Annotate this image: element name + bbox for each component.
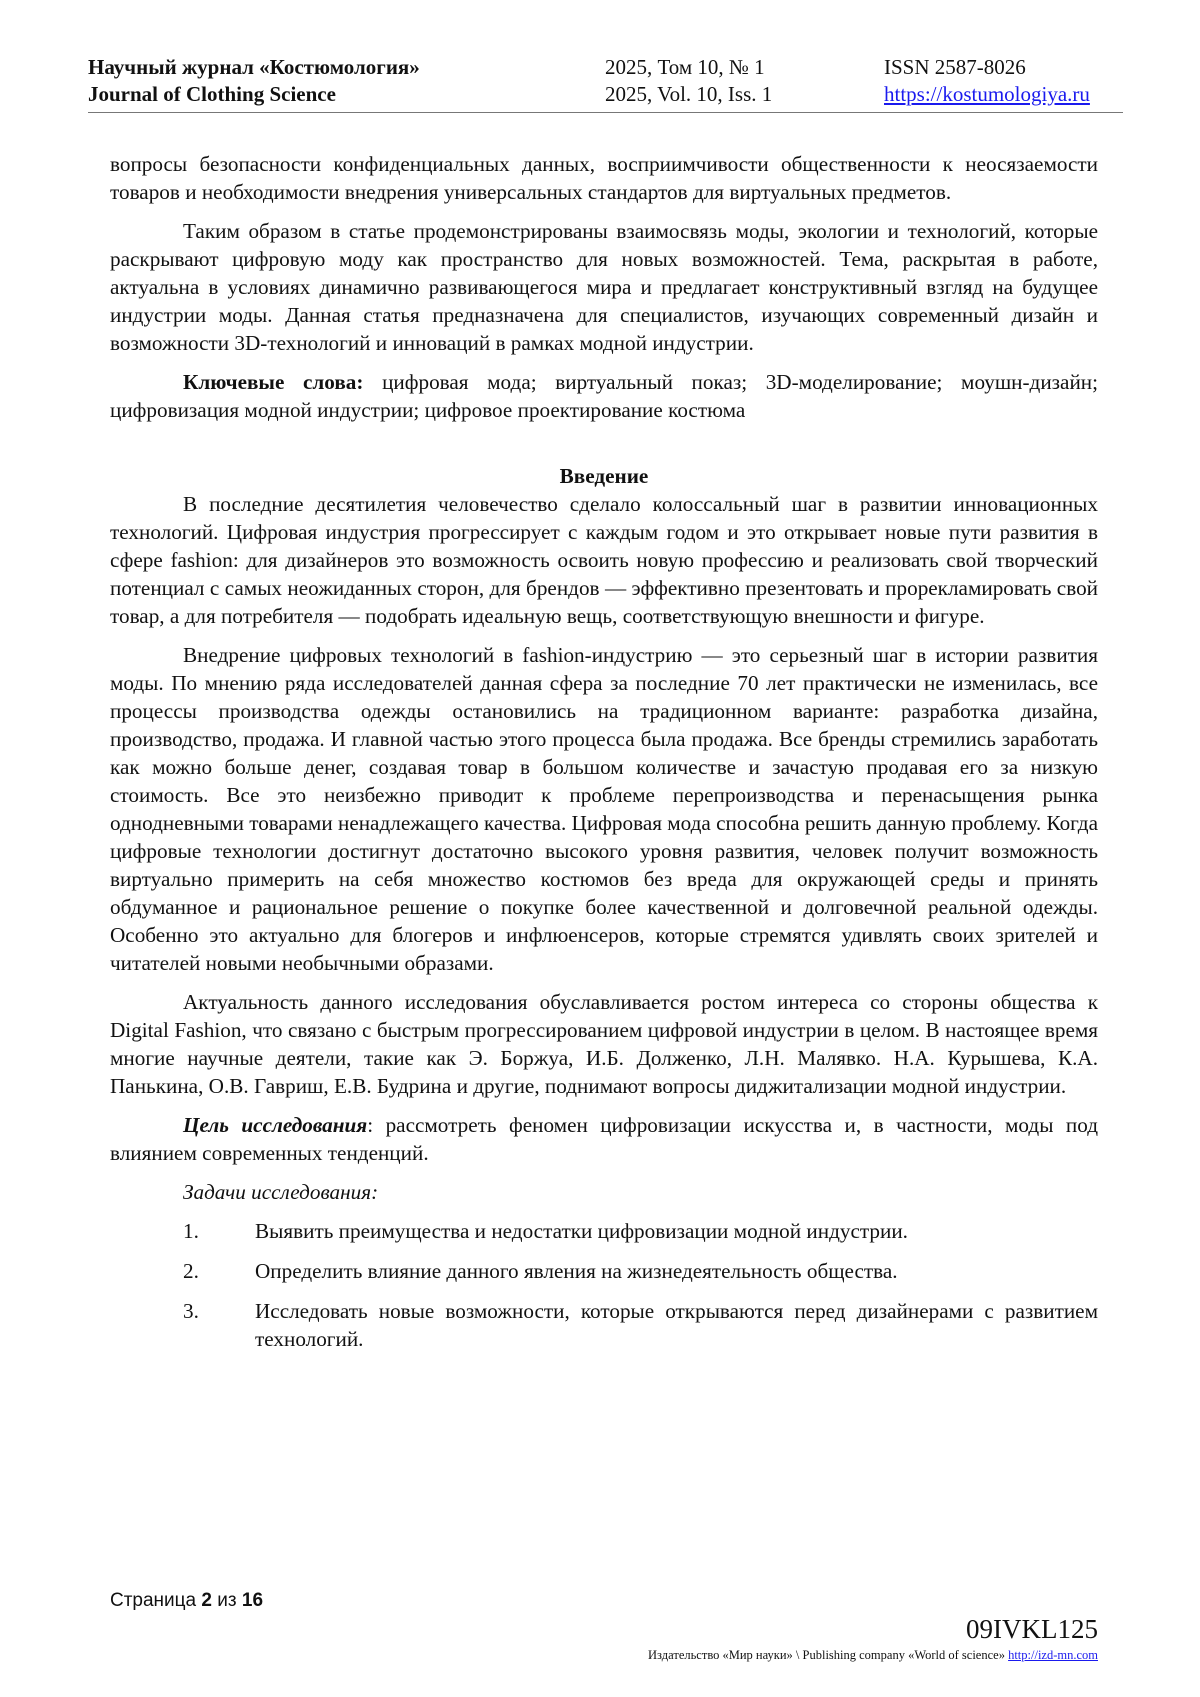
keywords bbox=[110, 368, 1098, 424]
page-header bbox=[88, 54, 1123, 114]
article-code: 09IVKL125 bbox=[966, 1614, 1098, 1644]
goal-label: Цель исследования bbox=[183, 1113, 368, 1137]
research-goal bbox=[110, 1111, 1098, 1167]
issue-en: 2025, Vol. 10, Iss. 1 bbox=[605, 82, 773, 106]
journal-title-en: Journal of Clothing Science bbox=[88, 82, 336, 106]
keywords-text: цифровая мода; виртуальный показ; 3D-моделирование; моушн-дизайн; цифровизация модной индустрии; цифровое проектирование костюма bbox=[110, 370, 1099, 422]
page-current: 2 bbox=[201, 1590, 212, 1611]
list-text: Выявить преимущества и недостатки цифровизации модной индустрии. bbox=[255, 1219, 908, 1243]
list-number: 2. bbox=[183, 1259, 199, 1283]
list-text: Определить влияние данного явления на жизнедеятельность общества. bbox=[255, 1259, 898, 1283]
paragraph: Таким образом в статье продемонстрированы взаимосвязь моды, экологии и технологий, которые раскрывают цифровую моду как пространство для новых возможностей. Тема, раскрытая в работе, актуальна в условиях динамично развивающегося мира и предлагает конструктивный взгляд на будущее индустрии моды. Данная статья предназначена для специалистов, изучающих современный дизайн и возможности 3D-технологий и инноваций в рамках модной индустрии. bbox=[110, 219, 1098, 355]
list-item bbox=[110, 1297, 1098, 1353]
article-body bbox=[110, 150, 1098, 1365]
section-heading: Введение bbox=[559, 464, 649, 488]
list-text: Исследовать новые возможности, которые открываются перед дизайнерами с развитием технологий. bbox=[255, 1299, 1098, 1351]
paragraph: В последние десятилетия человечество сделало колоссальный шаг в развитии инновационных технологий. Цифровая индустрия прогрессирует с каждым годом и это открывает новые пути развития в сфере fashion: для дизайнеров это возможность освоить новую профессию и реализовать свой творческий потенциал с самых неожиданных сторон, для брендов — эффективно презентовать и прорекламировать свой товар, а для потребителя — подобрать идеальную вещь, соответствующую внешности и фигуре. bbox=[110, 492, 1098, 628]
page-total: 16 bbox=[241, 1590, 264, 1611]
issn: ISSN 2587-8026 bbox=[884, 55, 1026, 79]
paragraph: Актуальность данного исследования обуславливается ростом интереса со стороны общества к Digital Fashion, что связано с быстрым прогрессированием цифровой индустрии в целом. В настоящее время многие научные деятели, такие как Э. Боржуа, И.Б. Долженко, Л.Н. Малявко. Н.А. Курышева, К.А. Панькина, О.В. Гавриш, Е.В. Будрина и другие, поднимают вопросы диджитализации модной индустрии. bbox=[110, 990, 1098, 1098]
journal-link[interactable]: https://kostumologiya.ru bbox=[884, 82, 1090, 106]
publisher-name: Издательство «Мир науки» \ Publishing company «World of science» bbox=[648, 1648, 1005, 1662]
tasks-list bbox=[110, 1217, 1098, 1353]
journal-title-ru: Научный журнал «Костюмология» bbox=[88, 55, 420, 79]
publisher-line bbox=[648, 1648, 1098, 1663]
paragraph: вопросы безопасности конфиденциальных данных, восприимчивости общественности к неосязаемости товаров и необходимости внедрения универсальных стандартов для виртуальных предметов. bbox=[110, 152, 1098, 204]
list-item bbox=[110, 1257, 1098, 1285]
list-number: 3. bbox=[183, 1299, 199, 1323]
issue-ru: 2025, Том 10, № 1 bbox=[605, 55, 765, 79]
tasks-title: Задачи исследования: bbox=[183, 1180, 379, 1204]
issue-info bbox=[605, 54, 772, 108]
paragraph: Внедрение цифровых технологий в fashion-индустрию — это серьезный шаг в истории развития моды. По мнению ряда исследователей данная сфера за последние 70 лет практически не изменилась, все процессы производства одежды остановились на традиционном варианте: разработка дизайна, производство, продажа. И главной частью этого процесса была продажа. Все бренды стремились заработать как можно больше денег, создавая товар в большом количестве и зачастую продавая его за низкую стоимость. Все это неизбежно приводит к проблеме перепроизводства и перенасыщения рынка однодневными товарами ненадлежащего качества. Цифровая мода способна решить данную проблему. Когда цифровые технологии достигнут достаточно высокого уровня развития, человек получит возможность виртуально примерить на себя множество костюмов без вреда для окружающей среды и принять обдуманное и рациональное решение о покупке более качественной и долговечной реальной одежды. Особенно это актуально для блогеров и инфлюенсеров, которые стремятся удивлять своих зрителей и читателей новыми необычными образами. bbox=[110, 643, 1098, 975]
header-rule bbox=[88, 112, 1123, 113]
list-item bbox=[110, 1217, 1098, 1245]
journal-title bbox=[88, 54, 420, 108]
page-label: Страница bbox=[110, 1590, 197, 1611]
keywords-label: Ключевые слова: bbox=[183, 370, 364, 394]
list-number: 1. bbox=[183, 1219, 199, 1243]
page-of: из bbox=[217, 1590, 237, 1611]
page-number bbox=[110, 1590, 263, 1612]
goal-text: : рассмотреть феномен цифровизации искусства и, в частности, моды под влиянием современных тенденций. bbox=[110, 1113, 1099, 1165]
publisher-link[interactable]: http://izd-mn.com bbox=[1008, 1648, 1098, 1662]
issn-block bbox=[884, 54, 1090, 108]
